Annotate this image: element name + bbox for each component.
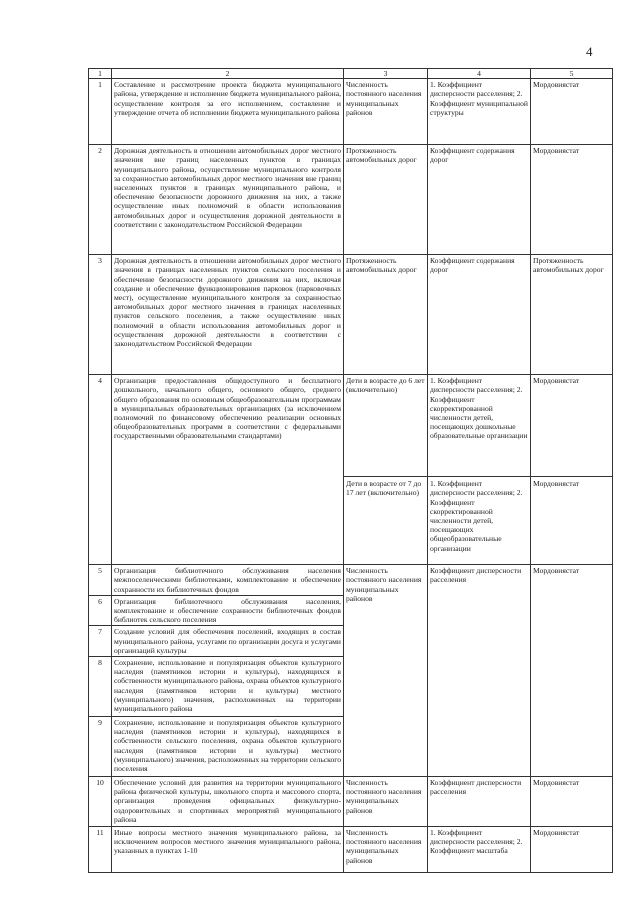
table-row (89, 827, 613, 873)
authority-text: Дорожная деятельность в отношении автомобильных дорог местного значения вне границ населенных пунктов в границах муниципального района, осуществление муниципального контроля за сохранностью автомобильных дорог местного значения вне границ населенных пунктов в границах муниципального района, и обеспечение безопасности дорожного движения на них, а также осуществление иных полномочий в области использования автомобильных дорог и осуществления дорожной деятельности в соответствии с законодательством Российской Федерации (112, 145, 344, 255)
coefficient-cell: Коэффициент содержания дорог (428, 145, 531, 255)
source-cell: Мордовиястат (531, 145, 613, 255)
source-cell: Протяженность автомобильных дорог (531, 255, 613, 375)
coefficient-cell: Коэффициент дисперсности расселения (428, 565, 531, 777)
authority-text: Сохранение, использование и популяризация объектов культурного наследия (памятников истории и культуры), находящихся в собственности сельского поселения, охрана объектов культурного наследия (памятников истории и культуры) местного (муниципального) значения, расположенных на территории сельского поселения (112, 717, 344, 777)
indicator-cell: Численность постоянного населения муниципальных районов (344, 565, 428, 777)
row-number: 7 (89, 626, 112, 657)
table-row (89, 777, 613, 827)
authority-text: Организация библиотечного обслуживания населения, комплектование и обеспечение сохранности библиотечных фондов библиотек сельского поселения (112, 595, 344, 626)
row-number: 6 (89, 595, 112, 626)
authority-text: Иные вопросы местного значения муниципального района, за исключением вопросов местного значения муниципального района, указанных в пунктах 1-10 (112, 827, 344, 873)
source-cell: Мордовиястат (531, 827, 613, 873)
row-number: 1 (89, 79, 112, 145)
table-row (89, 79, 613, 145)
source-school: Мордовиястат (531, 476, 612, 488)
header-cell: 1 (89, 69, 112, 79)
row-number: 5 (89, 565, 112, 596)
indicator-school: Дети в возрасте от 7 до 17 лет (включительно) (344, 476, 427, 497)
row-number: 9 (89, 717, 112, 777)
source-cell: Мордовиястат (531, 777, 613, 827)
authority-text: Сохранение, использование и популяризация объектов культурного наследия (памятников истории и культуры), находящихся в собственности муниципального района, охрана объектов культурного наследия (памятников истории и культуры) местного (муниципального) значения, расположенных на территории муниципального района (112, 657, 344, 717)
row-number: 3 (89, 255, 112, 375)
indicator-cell: Численность постоянного населения муниципальных районов (344, 777, 428, 827)
header-cell: 2 (112, 69, 344, 79)
indicator-cell: Протяженность автомобильных дорог (344, 255, 428, 375)
table-row (89, 255, 613, 375)
header-cell: 5 (531, 69, 613, 79)
authority-text: Организация предоставления общедоступного и бесплатного дошкольного, начального общего, основного общего, среднего общего образования по основным общеобразовательным программам в муниципальных образовательных организациях (за исключением полномочий по финансовому обеспечению реализации основных общеобразовательных программ в соответствии с федеральными государственными образовательными стандартами) (112, 375, 344, 565)
source-cell: Мордовиястат (531, 565, 613, 777)
indicator-preschool: Дети в возрасте до 6 лет (включительно) (346, 376, 425, 395)
coefficient-cell: Коэффициент содержания дорог (428, 255, 531, 375)
row-number: 4 (89, 375, 112, 565)
coefficient-cell: 1. Коэффициент дисперсности расселения; 2. Коэффициент муниципальной структуры (428, 79, 531, 145)
header-cell: 3 (344, 69, 428, 79)
coefficient-school: 1. Коэффициент дисперсности расселения; 2. Коэффициент скорректированной численности детей, посещающих общеобразовательные организации (428, 476, 530, 553)
table-row (89, 565, 613, 596)
indicator-cell: Численность постоянного населения муниципальных районов (344, 79, 428, 145)
source-cell (531, 375, 613, 565)
row-number: 11 (89, 827, 112, 873)
authority-text: Обеспечение условий для развития на территории муниципального района физической культуры, школьного спорта и массового спорта, организация проведения официальных физкультурно-оздоровительных и спортивных мероприятий муниципального района (112, 777, 344, 827)
page-number: 4 (586, 44, 593, 59)
row-number: 8 (89, 657, 112, 717)
authority-text: Организация библиотечного обслуживания населения межпоселенческими библиотеками, комплектование и обеспечение сохранности их библиотечных фондов (112, 565, 344, 596)
table-row (89, 145, 613, 255)
indicator-cell: Протяженность автомобильных дорог (344, 145, 428, 255)
row-number: 10 (89, 777, 112, 827)
authority-text: Дорожная деятельность в отношении автомобильных дорог местного значения в границах населенных пунктов сельского поселения и обеспечение безопасности дорожного движения на них, включая создание и обеспечение функционирования парковок (парковочных мест), осуществление муниципального контроля за сохранностью автомобильных дорог местного значения в границах населенных пунктов сельского поселения, а также осуществление иных полномочий в области использования автомобильных дорог и осуществления дорожной деятельности в соответствии с законодательством Российской Федерации (112, 255, 344, 375)
coefficient-preschool: 1. Коэффициент дисперсности расселения; 2. Коэффициент скорректированной численности детей, посещающих дошкольные образовательные организации (430, 376, 528, 441)
source-preschool: Мордовиястат (533, 376, 580, 386)
row-number: 2 (89, 145, 112, 255)
header-cell: 4 (428, 69, 531, 79)
coefficient-cell (428, 375, 531, 565)
authority-text: Составление и рассмотрение проекта бюджета муниципального района, утверждение и исполнение бюджета муниципального района, осуществление контроля за его исполнением, составление и утверждение отчета об исполнении бюджета муниципального района (112, 79, 344, 145)
indicator-cell: Численность постоянного населения муниципальных районов (344, 827, 428, 873)
allocation-table (88, 68, 613, 873)
authority-text: Создание условий для обеспечения поселений, входящих в состав муниципального района, услугами по организации досуга и услугами организаций культуры (112, 626, 344, 657)
coefficient-cell: Коэффициент дисперсности расселения (428, 777, 531, 827)
source-cell: Мордовиястат (531, 79, 613, 145)
table-row (89, 375, 613, 565)
coefficient-cell: 1. Коэффициент дисперсности расселения; 2. Коэффициент масштаба (428, 827, 531, 873)
header-row (89, 69, 613, 79)
indicator-cell (344, 375, 428, 565)
